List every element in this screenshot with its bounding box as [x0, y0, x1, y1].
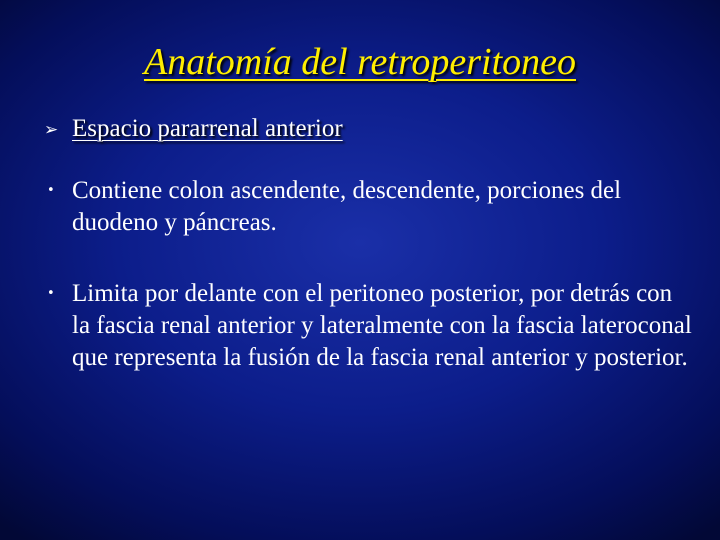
- arrow-bullet-icon: ➢: [44, 120, 59, 140]
- slide-title: Anatomía del retroperitoneo: [143, 41, 576, 83]
- bullet-icon: •: [47, 183, 55, 198]
- slide-content: [44, 113, 694, 374]
- section-heading-text: Espacio pararrenal anterior: [72, 115, 343, 142]
- bullet-icon: •: [47, 286, 55, 301]
- bullet-text-limits: Limita por delante con el peritoneo posterior, por detrás con la fascia renal anterior y lateralmente con la fascia lateroconal que representa la fusión de la fascia renal anterior y posterior.: [72, 280, 692, 371]
- bullet-item: [44, 278, 694, 374]
- section-heading: [44, 113, 694, 145]
- bullet-text-contents: Contiene colon ascendente, descendente, porciones del duodeno y páncreas.: [72, 177, 622, 236]
- bullet-item: [44, 175, 694, 239]
